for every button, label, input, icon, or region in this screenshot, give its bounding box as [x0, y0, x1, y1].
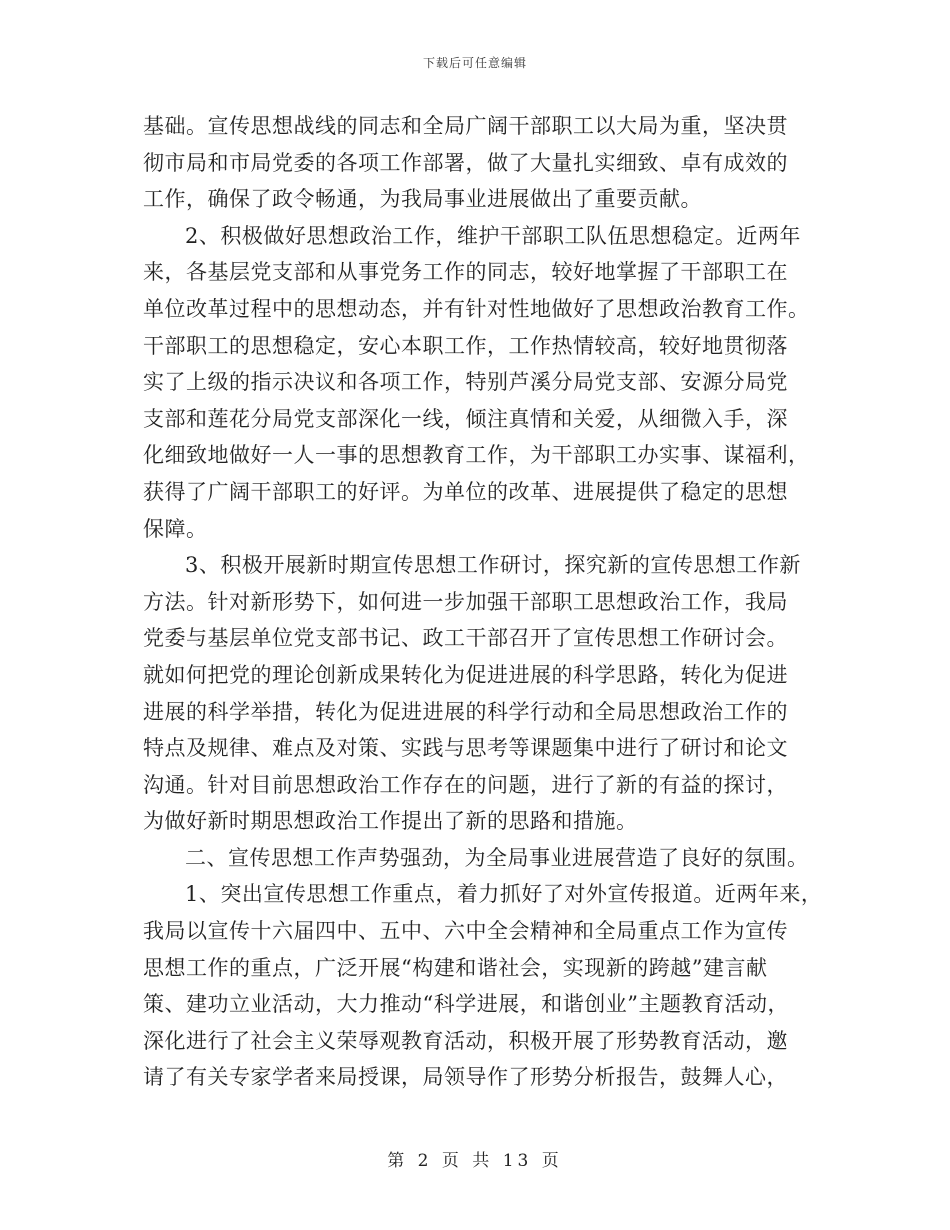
text-line: 就如何把党的理论创新成果转化为促进进展的科学思路，转化为促进 — [143, 662, 788, 687]
text-line: 方法。针对新形势下，如何进一步加强干部职工思想政治工作，我局 — [143, 589, 788, 614]
page-number-footer: 第 2 页 共 13 页 — [387, 1151, 563, 1171]
text-line: 保障。 — [143, 516, 208, 541]
page-header-note: 下载后可任意编辑 — [422, 56, 527, 70]
text-line: 我局以宣传十六届四中、五中、六中全会精神和全局重点工作为宣传 — [143, 919, 788, 944]
text-line: 彻市局和市局党委的各项工作部署，做了大量扎实细致、卓有成效的 — [143, 150, 788, 175]
text-line: 3、积极开展新时期宣传思想工作研讨，探究新的宣传思想工作新 — [185, 553, 801, 578]
text-line: 沟通。针对目前思想政治工作存在的问题，进行了新的有益的探讨， — [143, 772, 788, 797]
text-line: 党委与基层单位党支部书记、政工干部召开了宣传思想工作研讨会。 — [143, 626, 788, 651]
text-line: 策、建功立业活动，大力推动“科学进展，和谐创业”主题教育活动， — [143, 992, 789, 1017]
text-line: 基础。宣传思想战线的同志和全局广阔干部职工以大局为重，坚决贯 — [143, 114, 788, 138]
text-line: 进展的科学举措，转化为促进进展的科学行动和全局思想政治工作的 — [143, 699, 788, 724]
text-line: 来，各基层党支部和从事党务工作的同志，较好地掌握了干部职工在 — [143, 260, 788, 285]
text-line: 工作，确保了政令畅通，为我局事业进展做出了重要贡献。 — [143, 187, 702, 212]
body-text — [143, 108, 823, 1096]
text-line: 思想工作的重点，广泛开展“构建和谐社会，实现新的跨越”建言献 — [143, 955, 768, 980]
text-line: 请了有关专家学者来局授课，局领导作了形势分析报告，鼓舞人心， — [143, 1065, 788, 1090]
text-line: 1、突出宣传思想工作重点，着力抓好了对外宣传报道。近两年来， — [185, 882, 823, 907]
text-line: 实了上级的指示决议和各项工作，特别芦溪分局党支部、安源分局党 — [143, 370, 788, 395]
text-line: 单位改革过程中的思想动态，并有针对性地做好了思想政治教育工作。 — [143, 296, 810, 321]
text-line: 化细致地做好一人一事的思想教育工作，为干部职工办实事、谋福利， — [143, 443, 810, 468]
text-line: 特点及规律、难点及对策、实践与思考等课题集中进行了研讨和论文 — [143, 736, 788, 761]
text-line: 二、宣传思想工作声势强劲，为全局事业进展营造了良好的氛围。 — [185, 845, 809, 870]
text-line: 为做好新时期思想政治工作提出了新的思路和措施。 — [143, 809, 638, 834]
text-line: 获得了广阔干部职工的好评。为单位的改革、进展提供了稳定的思想 — [143, 479, 788, 504]
text-line: 支部和莲花分局党支部深化一线，倾注真情和关爱，从细微入手，深 — [143, 406, 788, 431]
text-line: 2、积极做好思想政治工作，维护干部职工队伍思想稳定。近两年 — [185, 223, 801, 248]
text-line: 深化进行了社会主义荣辱观教育活动，积极开展了形势教育活动，邀 — [143, 1028, 788, 1053]
text-line: 干部职工的思想稳定，安心本职工作，工作热情较高，较好地贯彻落 — [143, 333, 788, 358]
